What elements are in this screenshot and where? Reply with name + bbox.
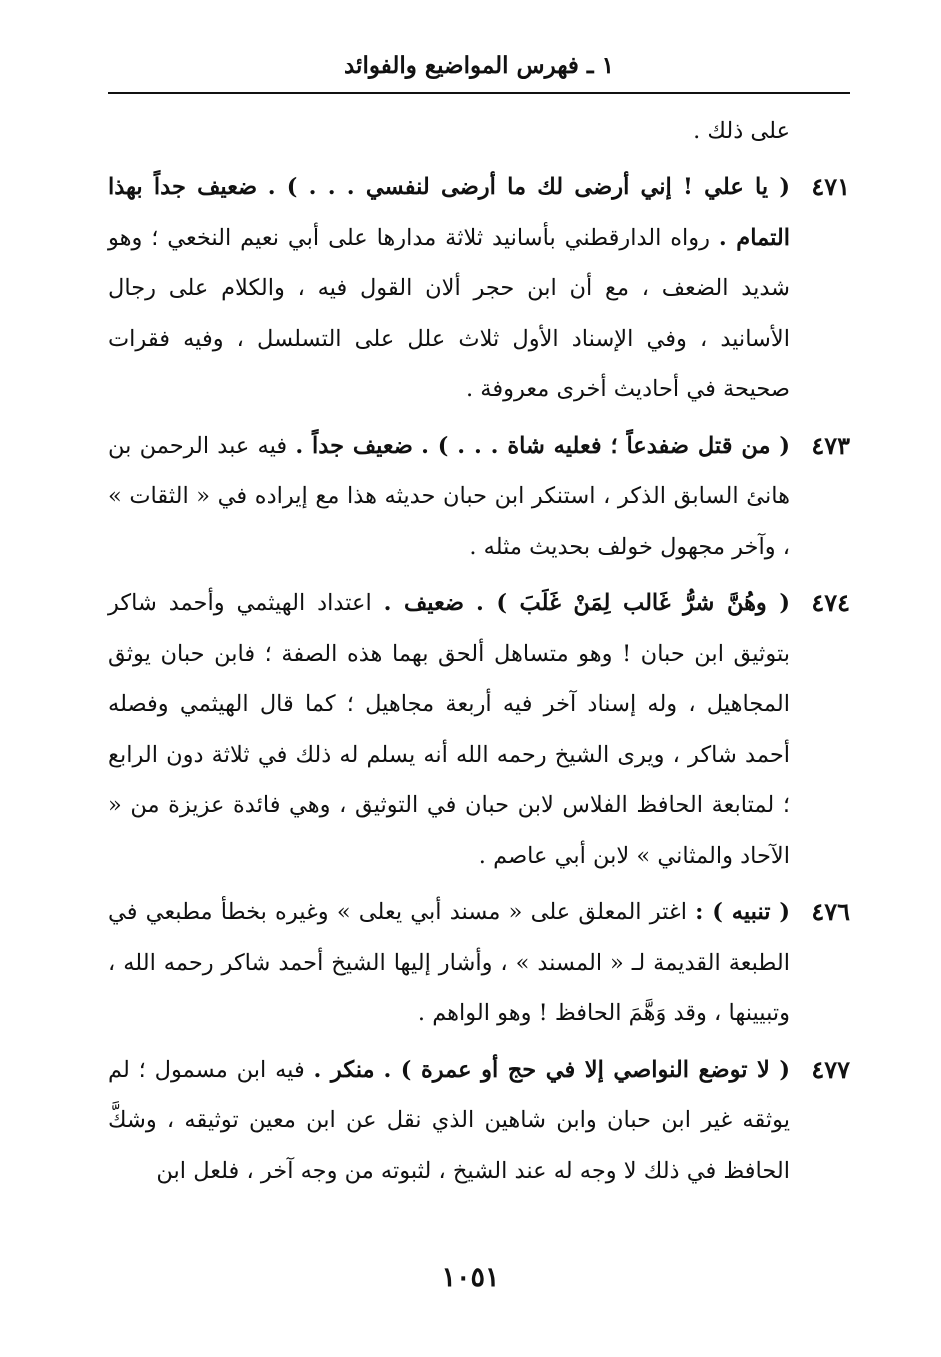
entry-comment: فيه عبد الرحمن بن هانئ السابق الذكر ، استنكر ابن حبان حديثه هذا مع إيراده في « الثقات » ، وآخر مجهول خولف بحديث مثله . (108, 432, 790, 560)
hadith-grade: منكر . (313, 1056, 375, 1083)
index-entry (108, 162, 850, 415)
hadith-grade: ضعيف . (383, 590, 465, 616)
entry-number: ٤٧٦ (811, 897, 850, 926)
hadith-text: ( وهُنَّ شرُّ غَالب لِمَنْ غَلَبَ ) . (475, 590, 791, 616)
index-body (108, 106, 850, 1202)
index-entry (108, 1045, 850, 1197)
entry-number: ٤٧٧ (811, 1054, 850, 1084)
hadith-grade: ضعيف جداً . (295, 432, 413, 459)
hadith-grade: ضعيف جداً بهذا التمام . (108, 174, 791, 251)
hadith-text: ( تنبيه ) : (695, 899, 791, 925)
running-title: ١ ـ فهرس المواضيع والفوائد (343, 52, 615, 79)
index-entry (108, 887, 850, 1039)
header-rule (108, 92, 850, 94)
page-number: ١٠٥١ (441, 1262, 500, 1293)
entry-text (108, 1045, 790, 1197)
entry-text (108, 162, 790, 415)
entry-text (108, 887, 790, 1039)
entry-number: ٤٧٤ (811, 588, 850, 617)
continuation-line: على ذلك . (693, 118, 790, 144)
entry-comment: اعتداد الهيثمي وأحمد شاكر بتوثيق ابن حبان ! وهو متساهل ألحق بهما هذه الصفة ؛ فابن حبان يوثق المجاهيل ، وله إسناد آخر فيه أربعة مجاهيل ؛ كما قال الهيثمي وفصله أحمد شاكر ، ويرى الشيخ رحمه الله أنه يسلم له ذلك في ثلاثة دون الرابع ؛ لمتابعة الحافظ الفلاس لابن حبان في التوثيق ، وهي فائدة عزيزة من « الآحاد والمثاني » لابن أبي عاصم . (108, 590, 790, 869)
hadith-text: ( من قتل ضفدعاً ؛ فعليه شاة . . . ) . (421, 432, 791, 459)
entry-comment: اغتر المعلق على « مسند أبي يعلى » وغيره بخطأ مطبعي في الطبعة القديمة لـ « المسند » ، وأشار إليها الشيخ أحمد شاكر رحمه الله ، وتبيينها ، وقد وَهَّمَ الحافظ ! وهو الواهم . (108, 899, 790, 1026)
entry-comment: رواه الدارقطني بأسانيد ثلاثة مدارها على أبي نعيم النخعي ؛ وهو شديد الضعف ، مع أن ابن حجر ألان القول فيه ، والكلام على رجال الأسانيد ، وفي الإسناد الأول ثلاث علل على التسلسل ، وفيه فقرات صحيحة في أحاديث أخرى معروفة . (108, 224, 790, 402)
index-entry (108, 421, 850, 573)
index-entry (108, 578, 850, 881)
hadith-text: ( لا توضع النواصي إلا في حج أو عمرة ) . (383, 1056, 790, 1083)
entry-comment: فيه ابن مسمول ؛ لم يوثقه غير ابن حبان وابن شاهين الذي نقل عن ابن معين توثيقه ، وشكَّ الحافظ في ذلك لا وجه له عند الشيخ ، لثبوته من وجه آخر ، فلعل ابن (108, 1056, 790, 1184)
entry-number: ٤٧٣ (811, 430, 850, 460)
hadith-text: ( يا علي ! إني أرضى لك ما أرضى لنفسي . . . ) . (267, 174, 791, 200)
entry-number: ٤٧١ (811, 172, 850, 201)
entry-text (108, 578, 790, 881)
entry-text (108, 421, 790, 573)
